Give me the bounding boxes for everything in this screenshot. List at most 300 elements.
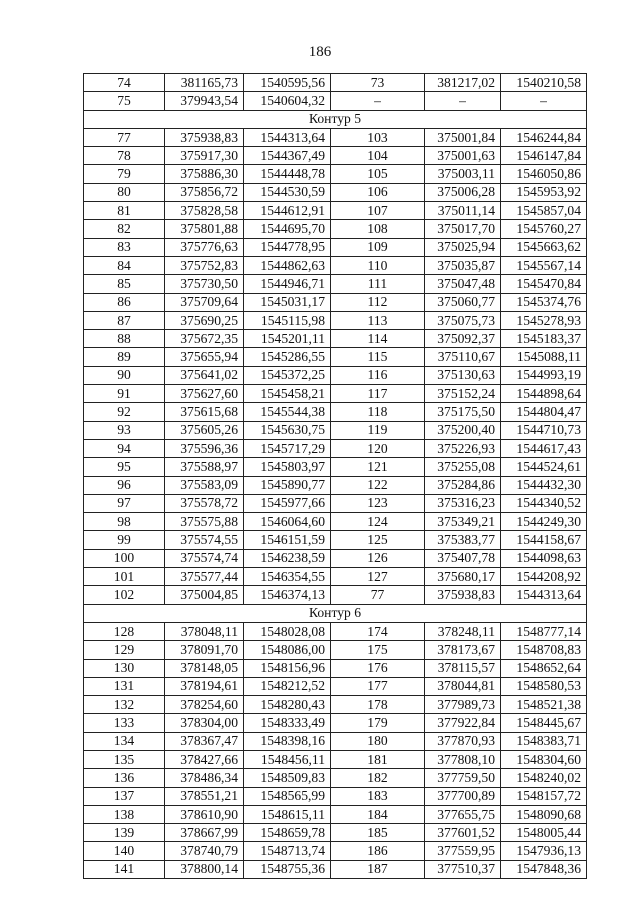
point-number-left: 136 [84, 769, 165, 787]
y-coordinate-left: 1544448,78 [244, 165, 331, 183]
y-coordinate-right: 1546050,86 [501, 165, 587, 183]
x-coordinate-left: 378304,00 [165, 714, 244, 732]
y-coordinate-right: 1540210,58 [501, 74, 587, 92]
table-row [84, 293, 587, 311]
table-row [84, 696, 587, 714]
point-number-left: 100 [84, 549, 165, 567]
x-coordinate-right: 375025,94 [425, 238, 501, 256]
x-coordinate-left: 375655,94 [165, 348, 244, 366]
table-row [84, 805, 587, 823]
point-number-right: 77 [331, 586, 425, 604]
y-coordinate-right: 1545374,76 [501, 293, 587, 311]
table-row [84, 366, 587, 384]
y-coordinate-left: 1548659,78 [244, 824, 331, 842]
point-number-left: 134 [84, 732, 165, 750]
y-coordinate-left: 1544530,59 [244, 183, 331, 201]
table-row [84, 568, 587, 586]
y-coordinate-left: 1545286,55 [244, 348, 331, 366]
y-coordinate-right: 1544249,30 [501, 513, 587, 531]
x-coordinate-right: 375200,40 [425, 421, 501, 439]
point-number-left: 77 [84, 128, 165, 146]
table-row [84, 128, 587, 146]
point-number-left: 92 [84, 403, 165, 421]
x-coordinate-left: 375672,35 [165, 330, 244, 348]
x-coordinate-left: 378148,05 [165, 659, 244, 677]
x-coordinate-right: 375001,84 [425, 128, 501, 146]
y-coordinate-right: 1544804,47 [501, 403, 587, 421]
x-coordinate-right: 377700,89 [425, 787, 501, 805]
point-number-right: 108 [331, 220, 425, 238]
point-number-left: 81 [84, 202, 165, 220]
point-number-right: 181 [331, 750, 425, 768]
table-row [84, 385, 587, 403]
x-coordinate-right: 378044,81 [425, 677, 501, 695]
y-coordinate-left: 1548755,36 [244, 860, 331, 878]
y-coordinate-right: 1545567,14 [501, 256, 587, 274]
x-coordinate-left: 375917,30 [165, 147, 244, 165]
point-number-left: 86 [84, 293, 165, 311]
table-row [84, 842, 587, 860]
y-coordinate-left: 1546354,55 [244, 568, 331, 586]
point-number-left: 75 [84, 92, 165, 110]
x-coordinate-right: 375407,78 [425, 549, 501, 567]
point-number-right: 187 [331, 860, 425, 878]
point-number-right: 177 [331, 677, 425, 695]
table-row [84, 348, 587, 366]
x-coordinate-left: 375583,09 [165, 476, 244, 494]
point-number-right: 123 [331, 494, 425, 512]
x-coordinate-right: 375255,08 [425, 458, 501, 476]
x-coordinate-left: 375730,50 [165, 275, 244, 293]
y-coordinate-right: 1548240,02 [501, 769, 587, 787]
x-coordinate-right: 375003,11 [425, 165, 501, 183]
x-coordinate-right: 375006,28 [425, 183, 501, 201]
x-coordinate-right: 377559,95 [425, 842, 501, 860]
y-coordinate-left: 1540595,56 [244, 74, 331, 92]
point-number-left: 90 [84, 366, 165, 384]
point-number-left: 89 [84, 348, 165, 366]
point-number-right: 186 [331, 842, 425, 860]
point-number-right: 106 [331, 183, 425, 201]
point-number-left: 99 [84, 531, 165, 549]
point-number-right: 104 [331, 147, 425, 165]
point-number-left: 133 [84, 714, 165, 732]
page-number: 186 [308, 44, 332, 60]
x-coordinate-right: 375152,24 [425, 385, 501, 403]
point-number-left: 131 [84, 677, 165, 695]
y-coordinate-right: 1548445,67 [501, 714, 587, 732]
x-coordinate-right: 375130,63 [425, 366, 501, 384]
point-number-right: 117 [331, 385, 425, 403]
x-coordinate-left: 375690,25 [165, 311, 244, 329]
table-row [84, 458, 587, 476]
x-coordinate-left: 378048,11 [165, 622, 244, 640]
x-coordinate-left: 375588,97 [165, 458, 244, 476]
point-number-right: 125 [331, 531, 425, 549]
y-coordinate-left: 1544695,70 [244, 220, 331, 238]
x-coordinate-left: 375709,64 [165, 293, 244, 311]
point-number-right: 185 [331, 824, 425, 842]
y-coordinate-left: 1548615,11 [244, 805, 331, 823]
point-number-right: 116 [331, 366, 425, 384]
y-coordinate-right: 1545470,84 [501, 275, 587, 293]
table-row [84, 275, 587, 293]
x-coordinate-left: 378486,34 [165, 769, 244, 787]
x-coordinate-right: 377989,73 [425, 696, 501, 714]
x-coordinate-left: 375596,36 [165, 439, 244, 457]
y-coordinate-left: 1548565,99 [244, 787, 331, 805]
point-number-right: 176 [331, 659, 425, 677]
y-coordinate-right: 1544098,63 [501, 549, 587, 567]
y-coordinate-left: 1544778,95 [244, 238, 331, 256]
x-coordinate-left: 378667,99 [165, 824, 244, 842]
point-number-left: 129 [84, 641, 165, 659]
x-coordinate-right: 375001,63 [425, 147, 501, 165]
table-row [84, 732, 587, 750]
y-coordinate-left: 1546064,60 [244, 513, 331, 531]
y-coordinate-right: 1544524,61 [501, 458, 587, 476]
point-number-left: 138 [84, 805, 165, 823]
y-coordinate-left: 1544862,63 [244, 256, 331, 274]
y-coordinate-right: 1545663,62 [501, 238, 587, 256]
y-coordinate-left: 1545031,17 [244, 293, 331, 311]
point-number-left: 91 [84, 385, 165, 403]
x-coordinate-right: – [425, 92, 501, 110]
table-row [84, 622, 587, 640]
point-number-left: 88 [84, 330, 165, 348]
coordinates-table-body [84, 74, 587, 879]
y-coordinate-left: 1545890,77 [244, 476, 331, 494]
y-coordinate-right: 1544158,67 [501, 531, 587, 549]
y-coordinate-left: 1544612,91 [244, 202, 331, 220]
y-coordinate-right: 1544208,92 [501, 568, 587, 586]
x-coordinate-left: 375886,30 [165, 165, 244, 183]
y-coordinate-right: 1545278,93 [501, 311, 587, 329]
point-number-left: 135 [84, 750, 165, 768]
y-coordinate-left: 1544946,71 [244, 275, 331, 293]
x-coordinate-left: 378254,60 [165, 696, 244, 714]
x-coordinate-left: 378194,61 [165, 677, 244, 695]
x-coordinate-left: 379943,54 [165, 92, 244, 110]
y-coordinate-right: 1545088,11 [501, 348, 587, 366]
point-number-left: 95 [84, 458, 165, 476]
table-row [84, 183, 587, 201]
y-coordinate-right: 1545953,92 [501, 183, 587, 201]
x-coordinate-left: 378367,47 [165, 732, 244, 750]
x-coordinate-right: 375316,23 [425, 494, 501, 512]
table-row [84, 403, 587, 421]
point-number-right: 110 [331, 256, 425, 274]
table-row [84, 330, 587, 348]
y-coordinate-right: 1548304,60 [501, 750, 587, 768]
section-header-row [84, 604, 587, 622]
y-coordinate-left: 1548156,96 [244, 659, 331, 677]
y-coordinate-left: 1545458,21 [244, 385, 331, 403]
x-coordinate-right: 377870,93 [425, 732, 501, 750]
x-coordinate-right: 375017,70 [425, 220, 501, 238]
x-coordinate-right: 375383,77 [425, 531, 501, 549]
section-header-row [84, 110, 587, 128]
table-row [84, 860, 587, 878]
point-number-right: 180 [331, 732, 425, 750]
point-number-right: 184 [331, 805, 425, 823]
table-row [84, 714, 587, 732]
point-number-left: 140 [84, 842, 165, 860]
point-number-right: 111 [331, 275, 425, 293]
point-number-left: 128 [84, 622, 165, 640]
y-coordinate-right: 1545857,04 [501, 202, 587, 220]
section-title: Контур 6 [84, 604, 587, 622]
x-coordinate-right: 377808,10 [425, 750, 501, 768]
y-coordinate-left: 1545201,11 [244, 330, 331, 348]
y-coordinate-right: 1547936,13 [501, 842, 587, 860]
x-coordinate-left: 378610,90 [165, 805, 244, 823]
table-row [84, 549, 587, 567]
y-coordinate-left: 1545803,97 [244, 458, 331, 476]
y-coordinate-left: 1545717,29 [244, 439, 331, 457]
point-number-right: 119 [331, 421, 425, 439]
point-number-right: – [331, 92, 425, 110]
y-coordinate-left: 1548086,00 [244, 641, 331, 659]
x-coordinate-right: 375075,73 [425, 311, 501, 329]
x-coordinate-right: 377601,52 [425, 824, 501, 842]
x-coordinate-left: 375938,83 [165, 128, 244, 146]
point-number-right: 122 [331, 476, 425, 494]
x-coordinate-right: 375680,17 [425, 568, 501, 586]
point-number-right: 127 [331, 568, 425, 586]
table-row [84, 494, 587, 512]
point-number-left: 96 [84, 476, 165, 494]
point-number-right: 120 [331, 439, 425, 457]
table-row [84, 769, 587, 787]
x-coordinate-right: 377655,75 [425, 805, 501, 823]
y-coordinate-right: 1544710,73 [501, 421, 587, 439]
x-coordinate-right: 375938,83 [425, 586, 501, 604]
y-coordinate-right: 1544340,52 [501, 494, 587, 512]
point-number-right: 109 [331, 238, 425, 256]
x-coordinate-left: 375605,26 [165, 421, 244, 439]
x-coordinate-right: 375047,48 [425, 275, 501, 293]
y-coordinate-left: 1548333,49 [244, 714, 331, 732]
y-coordinate-left: 1540604,32 [244, 92, 331, 110]
point-number-left: 130 [84, 659, 165, 677]
point-number-right: 112 [331, 293, 425, 311]
y-coordinate-right: 1548005,44 [501, 824, 587, 842]
x-coordinate-left: 375856,72 [165, 183, 244, 201]
x-coordinate-left: 375801,88 [165, 220, 244, 238]
y-coordinate-right: 1547848,36 [501, 860, 587, 878]
x-coordinate-right: 375060,77 [425, 293, 501, 311]
point-number-left: 94 [84, 439, 165, 457]
y-coordinate-right: 1545760,27 [501, 220, 587, 238]
point-number-right: 103 [331, 128, 425, 146]
table-row [84, 641, 587, 659]
x-coordinate-right: 375110,67 [425, 348, 501, 366]
table-row [84, 439, 587, 457]
y-coordinate-right: 1544432,30 [501, 476, 587, 494]
y-coordinate-right: 1548652,64 [501, 659, 587, 677]
point-number-left: 78 [84, 147, 165, 165]
y-coordinate-left: 1545630,75 [244, 421, 331, 439]
y-coordinate-left: 1548280,43 [244, 696, 331, 714]
y-coordinate-right: 1544313,64 [501, 586, 587, 604]
point-number-right: 175 [331, 641, 425, 659]
y-coordinate-right: – [501, 92, 587, 110]
y-coordinate-left: 1548028,08 [244, 622, 331, 640]
x-coordinate-right: 381217,02 [425, 74, 501, 92]
table-row [84, 513, 587, 531]
table-row [84, 586, 587, 604]
y-coordinate-left: 1545372,25 [244, 366, 331, 384]
x-coordinate-left: 375828,58 [165, 202, 244, 220]
x-coordinate-left: 375574,55 [165, 531, 244, 549]
y-coordinate-right: 1548580,53 [501, 677, 587, 695]
x-coordinate-left: 375577,44 [165, 568, 244, 586]
y-coordinate-right: 1548383,71 [501, 732, 587, 750]
point-number-left: 97 [84, 494, 165, 512]
x-coordinate-left: 375615,68 [165, 403, 244, 421]
point-number-right: 114 [331, 330, 425, 348]
point-number-right: 113 [331, 311, 425, 329]
table-row [84, 677, 587, 695]
point-number-right: 115 [331, 348, 425, 366]
x-coordinate-right: 375284,86 [425, 476, 501, 494]
y-coordinate-left: 1546374,13 [244, 586, 331, 604]
point-number-right: 118 [331, 403, 425, 421]
table-row [84, 421, 587, 439]
y-coordinate-left: 1548509,83 [244, 769, 331, 787]
x-coordinate-left: 381165,73 [165, 74, 244, 92]
table-row [84, 256, 587, 274]
point-number-right: 178 [331, 696, 425, 714]
y-coordinate-left: 1544313,64 [244, 128, 331, 146]
x-coordinate-right: 378115,57 [425, 659, 501, 677]
table-row [84, 787, 587, 805]
y-coordinate-right: 1548777,14 [501, 622, 587, 640]
y-coordinate-right: 1545183,37 [501, 330, 587, 348]
table-row [84, 659, 587, 677]
coordinates-table [83, 73, 587, 879]
x-coordinate-left: 375578,72 [165, 494, 244, 512]
table-row [84, 92, 587, 110]
point-number-right: 174 [331, 622, 425, 640]
table-row [84, 531, 587, 549]
point-number-left: 141 [84, 860, 165, 878]
x-coordinate-right: 375011,14 [425, 202, 501, 220]
point-number-left: 93 [84, 421, 165, 439]
y-coordinate-right: 1548708,83 [501, 641, 587, 659]
x-coordinate-right: 377759,50 [425, 769, 501, 787]
point-number-right: 105 [331, 165, 425, 183]
table-row [84, 74, 587, 92]
point-number-left: 82 [84, 220, 165, 238]
point-number-left: 80 [84, 183, 165, 201]
table-row [84, 311, 587, 329]
y-coordinate-right: 1546147,84 [501, 147, 587, 165]
point-number-left: 84 [84, 256, 165, 274]
x-coordinate-right: 375092,37 [425, 330, 501, 348]
x-coordinate-left: 378551,21 [165, 787, 244, 805]
point-number-right: 183 [331, 787, 425, 805]
x-coordinate-left: 375641,02 [165, 366, 244, 384]
x-coordinate-right: 375226,93 [425, 439, 501, 457]
x-coordinate-left: 375752,83 [165, 256, 244, 274]
point-number-right: 182 [331, 769, 425, 787]
point-number-right: 107 [331, 202, 425, 220]
x-coordinate-left: 375574,74 [165, 549, 244, 567]
x-coordinate-left: 375575,88 [165, 513, 244, 531]
y-coordinate-right: 1544898,64 [501, 385, 587, 403]
y-coordinate-left: 1548212,52 [244, 677, 331, 695]
x-coordinate-left: 378740,79 [165, 842, 244, 860]
point-number-left: 98 [84, 513, 165, 531]
x-coordinate-right: 378173,67 [425, 641, 501, 659]
table-row [84, 824, 587, 842]
table-row [84, 220, 587, 238]
y-coordinate-left: 1545544,38 [244, 403, 331, 421]
y-coordinate-left: 1548398,16 [244, 732, 331, 750]
x-coordinate-left: 378800,14 [165, 860, 244, 878]
y-coordinate-right: 1544617,43 [501, 439, 587, 457]
point-number-left: 137 [84, 787, 165, 805]
x-coordinate-right: 378248,11 [425, 622, 501, 640]
point-number-right: 73 [331, 74, 425, 92]
point-number-left: 79 [84, 165, 165, 183]
x-coordinate-right: 375035,87 [425, 256, 501, 274]
y-coordinate-right: 1548157,72 [501, 787, 587, 805]
y-coordinate-left: 1548456,11 [244, 750, 331, 768]
x-coordinate-left: 378091,70 [165, 641, 244, 659]
x-coordinate-right: 377510,37 [425, 860, 501, 878]
table-row [84, 147, 587, 165]
point-number-right: 121 [331, 458, 425, 476]
y-coordinate-right: 1548090,68 [501, 805, 587, 823]
y-coordinate-right: 1548521,38 [501, 696, 587, 714]
point-number-left: 132 [84, 696, 165, 714]
point-number-left: 87 [84, 311, 165, 329]
y-coordinate-left: 1544367,49 [244, 147, 331, 165]
table-row [84, 202, 587, 220]
table-row [84, 165, 587, 183]
y-coordinate-left: 1546238,59 [244, 549, 331, 567]
point-number-right: 126 [331, 549, 425, 567]
y-coordinate-left: 1548713,74 [244, 842, 331, 860]
table-row [84, 476, 587, 494]
x-coordinate-right: 377922,84 [425, 714, 501, 732]
table-row [84, 238, 587, 256]
point-number-left: 74 [84, 74, 165, 92]
point-number-left: 102 [84, 586, 165, 604]
y-coordinate-left: 1546151,59 [244, 531, 331, 549]
y-coordinate-left: 1545115,98 [244, 311, 331, 329]
x-coordinate-left: 375627,60 [165, 385, 244, 403]
section-title: Контур 5 [84, 110, 587, 128]
x-coordinate-right: 375175,50 [425, 403, 501, 421]
point-number-left: 139 [84, 824, 165, 842]
point-number-right: 124 [331, 513, 425, 531]
point-number-right: 179 [331, 714, 425, 732]
x-coordinate-right: 375349,21 [425, 513, 501, 531]
point-number-left: 85 [84, 275, 165, 293]
x-coordinate-left: 375776,63 [165, 238, 244, 256]
x-coordinate-left: 375004,85 [165, 586, 244, 604]
table-row [84, 750, 587, 768]
x-coordinate-left: 378427,66 [165, 750, 244, 768]
point-number-left: 83 [84, 238, 165, 256]
y-coordinate-right: 1546244,84 [501, 128, 587, 146]
point-number-left: 101 [84, 568, 165, 586]
y-coordinate-right: 1544993,19 [501, 366, 587, 384]
